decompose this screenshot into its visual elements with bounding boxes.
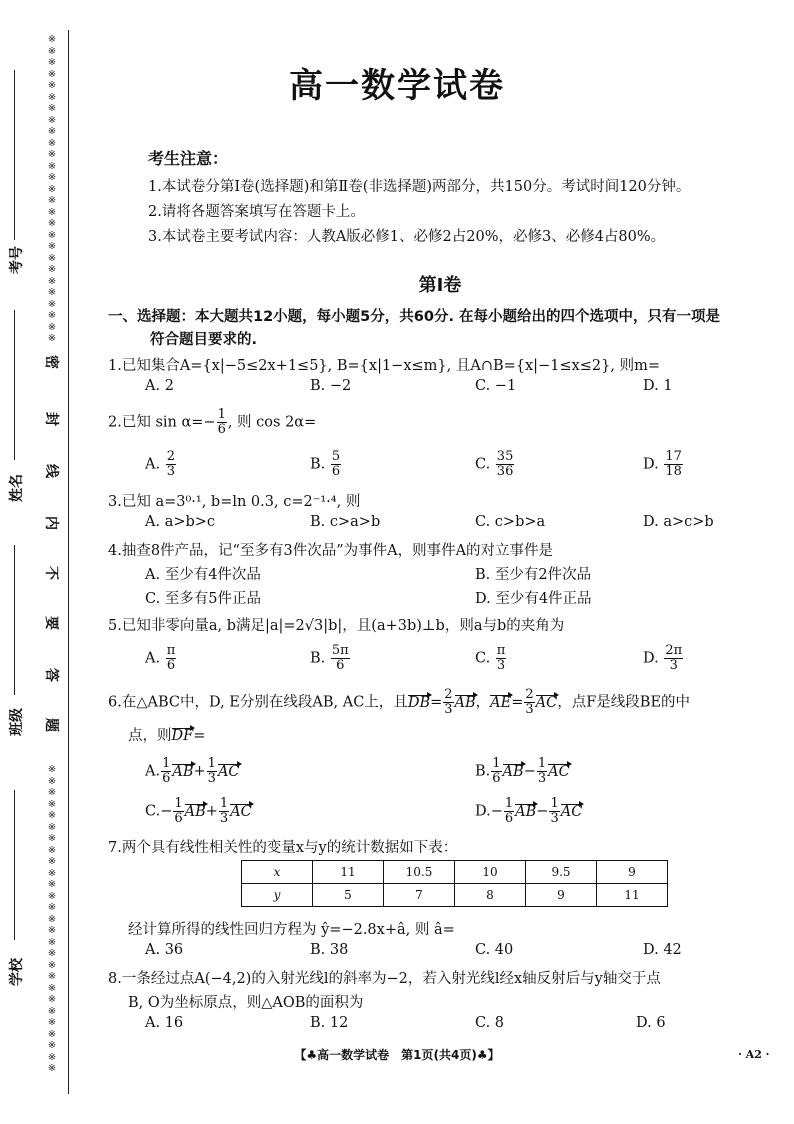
exam-number-label: 考号: [9, 246, 25, 274]
q4-option-c[interactable]: C. 至多有5件正品: [145, 591, 262, 607]
notice-item: 3.本试卷主要考试内容：人教A版必修1、必修2占20%，必修3、必修4占80%。: [148, 229, 666, 245]
part-instruction-cont: 符合题目要求的.: [150, 332, 258, 348]
notice-item: 2.请将各题答案填写在答题卡上。: [148, 204, 365, 220]
q7-option-c[interactable]: C. 40: [475, 942, 514, 958]
q6-option-a[interactable]: A. $\frac{1}{6}$ AB+ $\frac{1}{3}$ AC: [145, 756, 240, 786]
q7-option-d[interactable]: D. 42: [643, 942, 682, 958]
question-5-stem: 5.已知非零向量a, b满足|a|=2√3|b|，且(a+3b)⊥b，则a与b的夹角为: [108, 618, 565, 634]
table-cell: 11: [313, 861, 384, 884]
section-heading: 第Ⅰ卷: [418, 275, 462, 296]
q5-option-c[interactable]: C. $\frac{\pi}{3}$: [475, 643, 506, 673]
q2-stem-a: 2.已知 sin α=−: [108, 414, 216, 431]
question-8-stem-cont: B, O为坐标原点，则△AOB的面积为: [128, 995, 364, 1011]
binding-line-outer: [68, 30, 69, 1094]
table-cell: 10.5: [384, 861, 455, 884]
question-1-stem: 1.已知集合A={x|−5≤2x+1≤5}, B={x|1−x≤m}, 且A∩B={x|−1≤x≤2}, 则m=: [108, 358, 660, 374]
q8-option-d[interactable]: D. 6: [636, 1015, 666, 1031]
q1-option-c[interactable]: C. −1: [475, 378, 517, 394]
q8-option-a[interactable]: A. 16: [145, 1015, 184, 1031]
part-instruction: 一、选择题：本大题共12小题，每小题5分，共60分. 在每小题给出的四个选项中，只有一项是: [108, 309, 720, 325]
seal-char: 题: [43, 718, 59, 732]
table-cell: y: [242, 884, 313, 907]
question-2-stem: [108, 408, 316, 437]
page-title: 高一数学试卷: [289, 66, 505, 106]
star-column-top: ※ ※ ※ ※ ※ ※ ※ ※ ※ ※ ※ ※ ※ ※ ※ ※ ※ ※ ※ ※ ※ ※ ※ ※ ※ ※ ※: [47, 34, 57, 344]
seal-char: 封: [43, 412, 59, 426]
q3-option-a[interactable]: A. a>b>c: [145, 514, 216, 530]
school-label: 学校: [9, 958, 25, 986]
name-blank[interactable]: [14, 310, 15, 460]
table-cell: 10: [455, 861, 526, 884]
table-cell: 9: [526, 884, 597, 907]
table-cell: 5: [313, 884, 384, 907]
q8-option-c[interactable]: C. 8: [475, 1015, 505, 1031]
q7-option-a[interactable]: A. 36: [145, 942, 184, 958]
q4-option-a[interactable]: A. 至少有4件次品: [145, 567, 261, 583]
q2-stem-b: , 则 cos 2α=: [227, 414, 317, 431]
q1-option-b[interactable]: B. −2: [310, 378, 352, 394]
q6-option-c[interactable]: C.− $\frac{1}{6}$ AB+ $\frac{1}{3}$ AC: [145, 796, 252, 826]
q3-option-c[interactable]: C. c>b>a: [475, 514, 546, 530]
seal-char: 密: [43, 355, 59, 369]
q2-fraction: $\frac{1}{6}$: [217, 407, 226, 437]
question-8-stem: 8.一条经过点A(−4,2)的入射光线l的斜率为−2，若入射光线l经x轴反射后与y轴交于点: [108, 971, 661, 987]
question-7-stem: 7.两个具有线性相关性的变量x与y的统计数据如下表：: [108, 840, 458, 856]
seal-char: 答: [43, 668, 59, 682]
question-4-stem: 4.抽查8件产品，记“至多有3件次品”为事件A，则事件A的对立事件是: [108, 543, 554, 559]
table-cell: 11: [597, 884, 668, 907]
seal-char: 内: [43, 516, 59, 530]
question-7-after: 经计算所得的线性回归方程为 ŷ=−2.8x+â, 则 â=: [128, 922, 455, 938]
seal-char: 不: [43, 566, 59, 580]
seal-char: 要: [43, 616, 59, 630]
q1-option-a[interactable]: A. 2: [145, 378, 174, 394]
page-code: · A2 ·: [738, 1048, 770, 1061]
q3-option-b[interactable]: B. c>a>b: [310, 514, 381, 530]
q6-option-d[interactable]: D.− $\frac{1}{6}$ AB− $\frac{1}{3}$ AC: [475, 796, 583, 826]
table-cell: 9.5: [526, 861, 597, 884]
q6-option-b[interactable]: B. $\frac{1}{6}$ AB− $\frac{1}{3}$ AC: [475, 756, 570, 786]
q2-option-c[interactable]: C. $\frac{35}{36}$: [475, 449, 514, 479]
question-3-stem: 3.已知 a=3⁰·¹, b=ln 0.3, c=2⁻¹·⁴, 则: [108, 494, 361, 510]
table-row: [242, 884, 668, 907]
q7-data-table: [241, 860, 668, 907]
page-footer: 【♣高一数学试卷 第1页(共4页)♣】: [294, 1048, 500, 1062]
q4-option-b[interactable]: B. 至少有2件次品: [475, 567, 592, 583]
table-row: [242, 861, 668, 884]
school-blank[interactable]: [14, 790, 15, 940]
table-cell: 9: [597, 861, 668, 884]
q2-option-a[interactable]: A. $\frac{2}{3}$: [145, 449, 175, 479]
notice-item: 1.本试卷分第Ⅰ卷(选择题)和第Ⅱ卷(非选择题)两部分，共150分。考试时间120分钟。: [148, 179, 691, 195]
q8-option-b[interactable]: B. 12: [310, 1015, 349, 1031]
class-label: 班级: [9, 708, 25, 736]
q2-option-b[interactable]: B. $\frac{5}{6}$: [310, 449, 341, 479]
q5-option-b[interactable]: B. $\frac{5\pi}{6}$: [310, 643, 349, 673]
q3-option-d[interactable]: D. a>c>b: [643, 514, 714, 530]
table-cell: 7: [384, 884, 455, 907]
q7-option-b[interactable]: B. 38: [310, 942, 349, 958]
q1-option-d[interactable]: D. 1: [643, 378, 673, 394]
q4-option-d[interactable]: D. 至少有4件正品: [475, 591, 592, 607]
q5-option-a[interactable]: A. $\frac{\pi}{6}$: [145, 643, 176, 673]
notice-heading: 考生注意：: [148, 149, 229, 168]
star-column-bottom: ※ ※ ※ ※ ※ ※ ※ ※ ※ ※ ※ ※ ※ ※ ※ ※ ※ ※ ※ ※ ※ ※ ※ ※ ※ ※ ※: [47, 764, 57, 1074]
name-label: 姓名: [9, 474, 25, 502]
seal-char: 线: [43, 464, 59, 478]
table-cell: x: [242, 861, 313, 884]
class-blank[interactable]: [14, 545, 15, 695]
q5-option-d[interactable]: D. $\frac{2\pi}{3}$: [643, 643, 683, 673]
question-6-stem-cont: 点，则DF=: [128, 728, 206, 744]
question-6-stem: 6.在△ABC中，D, E分别在线段AB, AC上，且DB= $\frac{2}{3}$ AB，AE= $\frac{2}{3}$ AC，点F是线段BE的中: [108, 687, 691, 717]
q2-option-d[interactable]: D. $\frac{17}{18}$: [643, 449, 682, 479]
table-cell: 8: [455, 884, 526, 907]
